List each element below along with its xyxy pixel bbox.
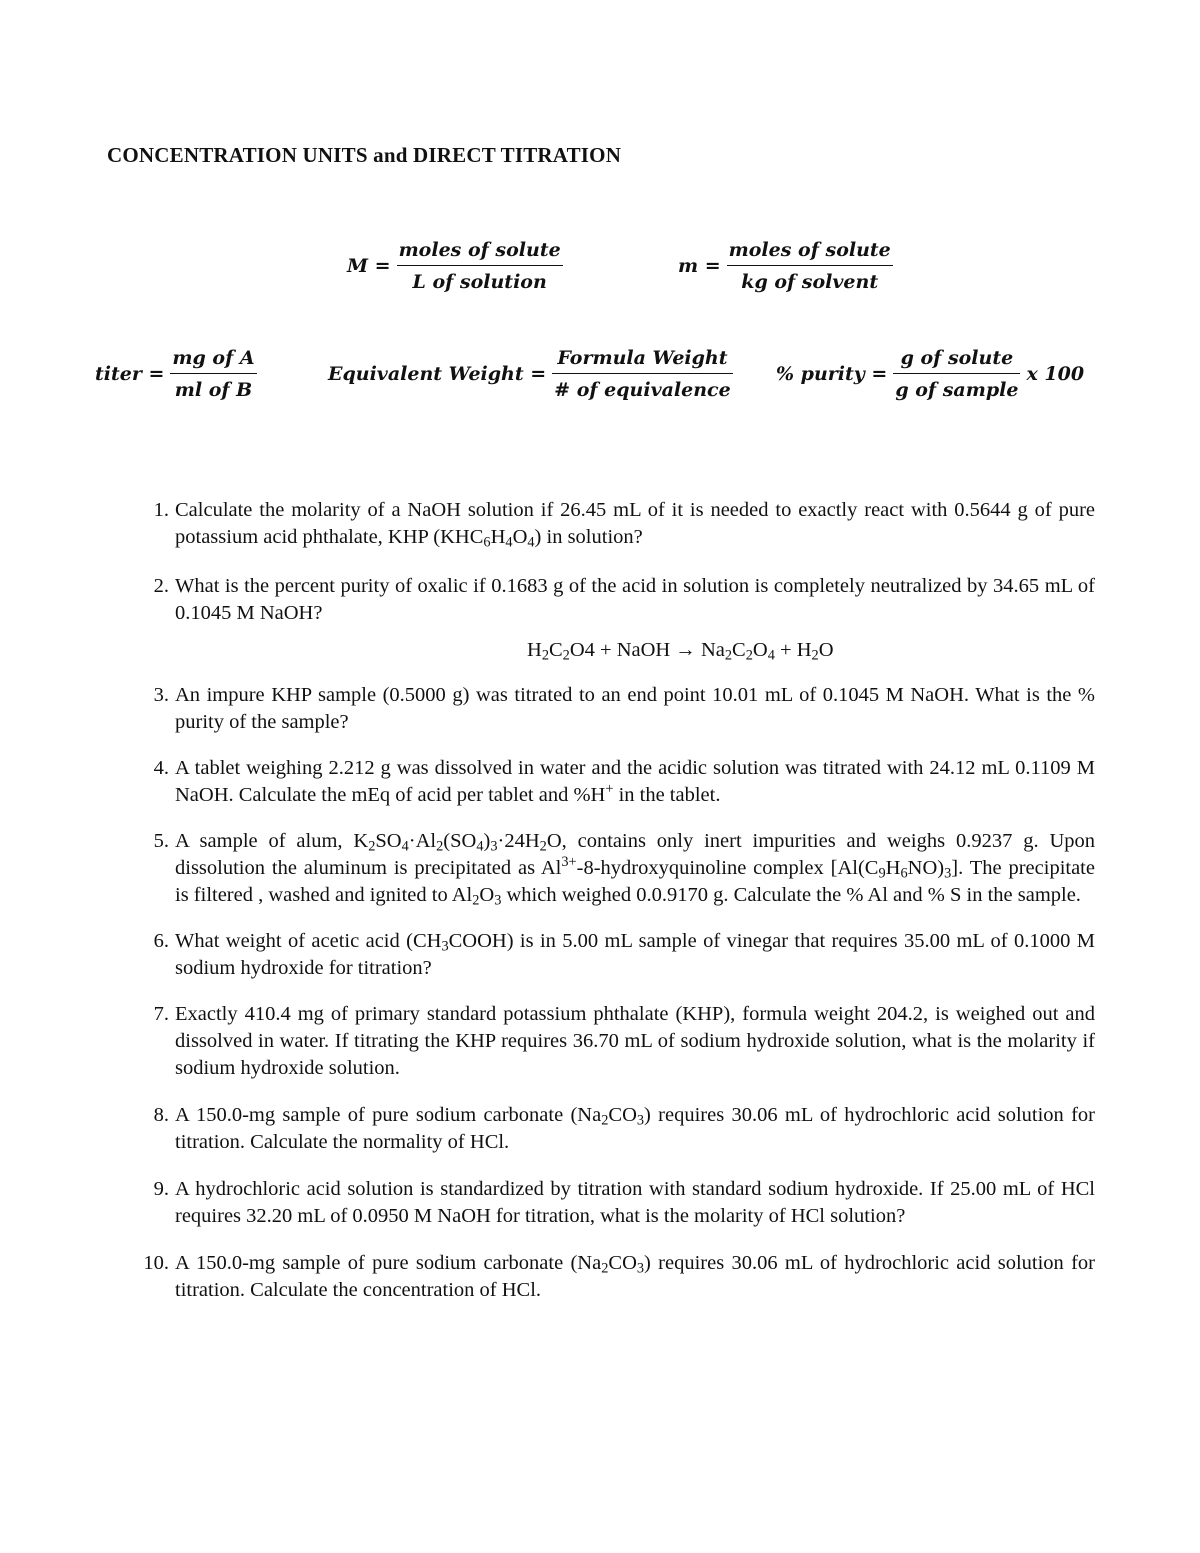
titer-formula [95, 347, 257, 401]
problem-item [143, 1250, 1096, 1304]
problem-number: 7. [153, 1003, 169, 1025]
problem-list [143, 497, 1096, 1304]
purity-formula [776, 347, 1084, 401]
equivalent-weight-denominator: # of equivalence [554, 379, 731, 401]
problem-text: A 150.0-mg sample of pure sodium carbonate $(Na_2CO_3)$ requires 30.06 mL of hydrochloric acid solution for titration. Calculate the normality of HCl. [175, 1104, 1096, 1153]
molality-numerator: moles of solute [727, 239, 893, 266]
problem-number: 9. [153, 1178, 169, 1200]
problem-item [153, 755, 1095, 809]
purity-denominator: g of sample [895, 379, 1019, 401]
problem-item [153, 1102, 1096, 1156]
problem-item [153, 573, 1095, 664]
molality-fraction [727, 239, 893, 293]
problem-text: An impure KHP sample (0.5000 g) was titrated to an end point 10.01 mL of 0.1045 M NaOH. What is the % purity of the sample? [175, 684, 1095, 733]
molarity-lhs: M = [347, 255, 391, 277]
problem-text: A hydrochloric acid solution is standardized by titration with standard sodium hydroxide. If 25.00 mL of HCl requires 32.20 mL of 0.0950 M NaOH for titration, what is the molarity of HCl solution? [175, 1178, 1095, 1227]
molality-formula [678, 239, 893, 293]
molarity-formula [347, 239, 563, 293]
molarity-fraction [397, 239, 563, 293]
problem-text: Calculate the molarity of a NaOH solution if 26.45 mL of it is needed to exactly react with 0.5644 g of pure potassium acid phthalate, KHP $(KHC_6H_4O_4)$ in solution? [175, 499, 1095, 551]
equivalent-weight-fraction [552, 347, 733, 401]
problem-item [153, 682, 1095, 736]
document-title: CONCENTRATION UNITS and DIRECT TITRATION [107, 143, 622, 167]
problem-text: A 150.0-mg sample of pure sodium carbonate $(Na_2CO_3)$ requires 30.06 mL of hydrochloric acid solution for titration. Calculate the concentration of HCl. [175, 1252, 1096, 1301]
problem-text: A sample of alum, $K_2SO_4\cdot Al_2(SO_4)_3\cdot 24H_2O$, contains only inert impurities and weighs 0.9237 g. Upon dissolution the aluminum is precipitated as $Al^{3+}-8$-hydroxyquinoline complex $[Al(C_9H_6NO)_3]$. The precipitate is filtered , washed and ignited to $Al_2O_3$ which weighed 0.0.9170 g. Calculate the % Al and % S in the sample. [175, 830, 1095, 909]
titer-denominator: ml of B [174, 379, 253, 401]
problem-text: What weight of acetic acid $(CH_3COOH)$ is in 5.00 mL sample of vinegar that requires 35.00 mL of 0.1000 M sodium hydroxide for titration? [175, 930, 1096, 979]
problem-number: 2. [153, 575, 169, 597]
problem-number: 6. [153, 930, 169, 952]
molality-denominator: kg of solvent [741, 271, 879, 293]
problem-number: 10. [143, 1252, 169, 1274]
problem-item [153, 828, 1095, 909]
problem-item [153, 928, 1096, 982]
equivalent-weight-numerator: Formula Weight [552, 347, 733, 374]
purity-numerator: g of solute [893, 347, 1020, 374]
molarity-denominator: L of solution [412, 271, 547, 293]
purity-fraction [893, 347, 1020, 401]
molality-lhs: m = [678, 255, 721, 277]
problem-number: 3. [153, 684, 169, 706]
reaction-equation: $H_2C_2O4$ + NaOH → $Na_2C_2O_4 + H_2O$ [527, 639, 834, 664]
purity-multiplier: x 100 [1026, 363, 1085, 385]
problem-text: Exactly 410.4 mg of primary standard potassium phthalate (KHP), formula weight 204.2, is weighed out and dissolved in water. If titrating the KHP requires 36.70 mL of sodium hydroxide solution, what is the molarity if sodium hydroxide solution. [175, 1003, 1095, 1079]
problem-number: 8. [153, 1104, 169, 1126]
problem-number: 1. [153, 499, 169, 521]
titer-fraction [170, 347, 256, 401]
equivalent-weight-lhs: Equivalent Weight = [328, 363, 547, 385]
problem-item [153, 1001, 1095, 1082]
molarity-numerator: moles of solute [397, 239, 563, 266]
problem-text: What is the percent purity of oxalic if 0.1683 g of the acid in solution is completely neutralized by 34.65 mL of 0.1045 M NaOH? [175, 575, 1095, 624]
problem-item [153, 1176, 1095, 1230]
titer-lhs: titer = [95, 363, 165, 385]
problem-text: A tablet weighing 2.212 g was dissolved in water and the acidic solution was titrated with 24.12 mL 0.1109 M NaOH. Calculate the mEq of acid per tablet and %H+ in the tablet. [175, 757, 1095, 806]
equivalent-weight-formula [328, 347, 733, 401]
problem-item [153, 497, 1095, 551]
problem-number: 5. [153, 830, 169, 852]
titer-numerator: mg of A [170, 347, 256, 374]
problem-number: 4. [153, 757, 169, 779]
purity-lhs: % purity = [776, 363, 888, 385]
